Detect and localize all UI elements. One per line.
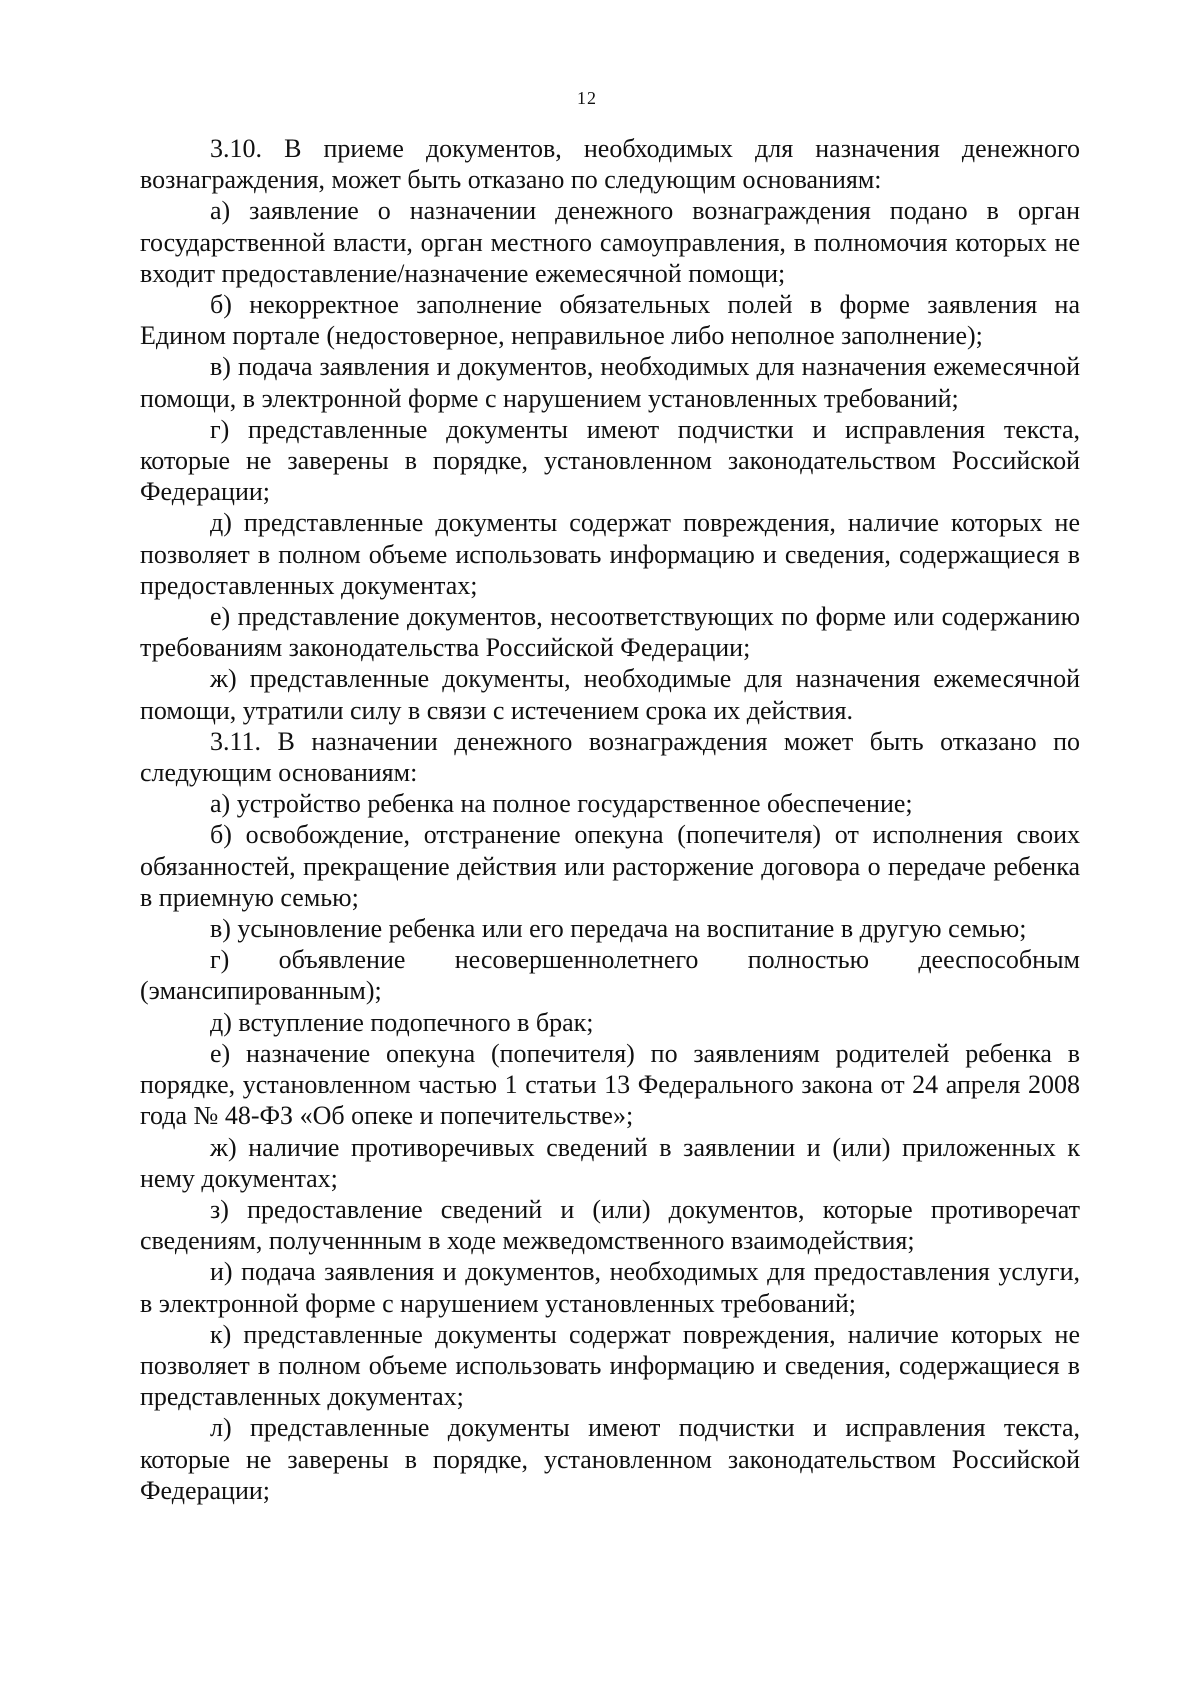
document-body [140, 133, 1080, 1506]
paragraph-3-10-heading: 3.10. В приеме документов, необходимых для назначения денежного вознаграждения, может быть отказано по следующим основаниям: [140, 134, 1080, 195]
paragraph-3-10-e: е) представление документов, несоответствующих по форме или содержанию требованиям законодательства Российской Федерации; [140, 602, 1080, 663]
paragraph-3-11-heading: 3.11. В назначении денежного вознаграждения может быть отказано по следующим основаниям: [140, 726, 1080, 788]
paragraph-3-10-zh: ж) представленные документы, необходимые для назначения ежемесячной помощи, утратили силу в связи с истечением срока их действия. [140, 664, 1080, 725]
paragraph-3-11-z: з) предоставление сведений и (или) документов, которые противоречат сведениям, полученнным в ходе межведомственного взаимодействия; [140, 1194, 1080, 1256]
paragraph-3-10-a: а) заявление о назначении денежного вознаграждения подано в орган государственной власти, орган местного самоуправления, в полномочия которых не входит предоставление/назначение ежемесячной помощи; [140, 196, 1080, 288]
paragraph-3-10-b: б) некорректное заполнение обязательных полей в форме заявления на Едином портале (недостоверное, неправильное либо неполное заполнение); [140, 290, 1080, 351]
paragraph-3-11-v: в) усыновление ребенка или его передача на воспитание в другую семью; [210, 914, 1027, 944]
paragraph-3-11-a: а) устройство ребенка на полное государственное обеспечение; [210, 789, 913, 819]
paragraph-3-11-e: е) назначение опекуна (попечителя) по заявлениям родителей ребенка в порядке, установленном частью 1 статьи 13 Федерального закона от 24 апреля 2008 года № 48-ФЗ «Об опеке и попечительстве»; [140, 1038, 1080, 1131]
paragraph-3-10-g: г) представленные документы имеют подчистки и исправления текста, которые не заверены в порядке, установленном законодательством Российской Федерации; [140, 414, 1080, 507]
page-number: 12 [577, 88, 597, 108]
paragraph-3-11-g: г) объявление несовершеннолетнего полностью дееспособным (эмансипированным); [140, 945, 1080, 1006]
paragraph-3-10-v: в) подача заявления и документов, необходимых для назначения ежемесячной помощи, в электронной форме с нарушением установленных требований; [140, 352, 1080, 413]
paragraph-3-11-d: д) вступление подопечного в брак; [210, 1007, 594, 1037]
paragraph-3-10-d: д) представленные документы содержат повреждения, наличие которых не позволяет в полном объеме использовать информацию и сведения, содержащиеся в предоставленных документах; [140, 508, 1080, 600]
paragraph-3-11-l: л) представленные документы имеют подчистки и исправления текста, которые не заверены в порядке, установленном законодательством Российской Федерации; [140, 1413, 1080, 1505]
paragraph-3-11-zh: ж) наличие противоречивых сведений в заявлении и (или) приложенных к нему документах; [140, 1132, 1080, 1193]
paragraph-3-11-i: и) подача заявления и документов, необходимых для предоставления услуги, в электронной форме с нарушением установленных требований; [140, 1257, 1080, 1318]
paragraph-3-11-k: к) представленные документы содержат повреждения, наличие которых не позволяет в полном объеме использовать информацию и сведения, содержащиеся в представленных документах; [140, 1319, 1080, 1412]
paragraph-3-11-b: б) освобождение, отстранение опекуна (попечителя) от исполнения своих обязанностей, прекращение действия или расторжение договора о передаче ребенка в приемную семью; [140, 820, 1080, 912]
